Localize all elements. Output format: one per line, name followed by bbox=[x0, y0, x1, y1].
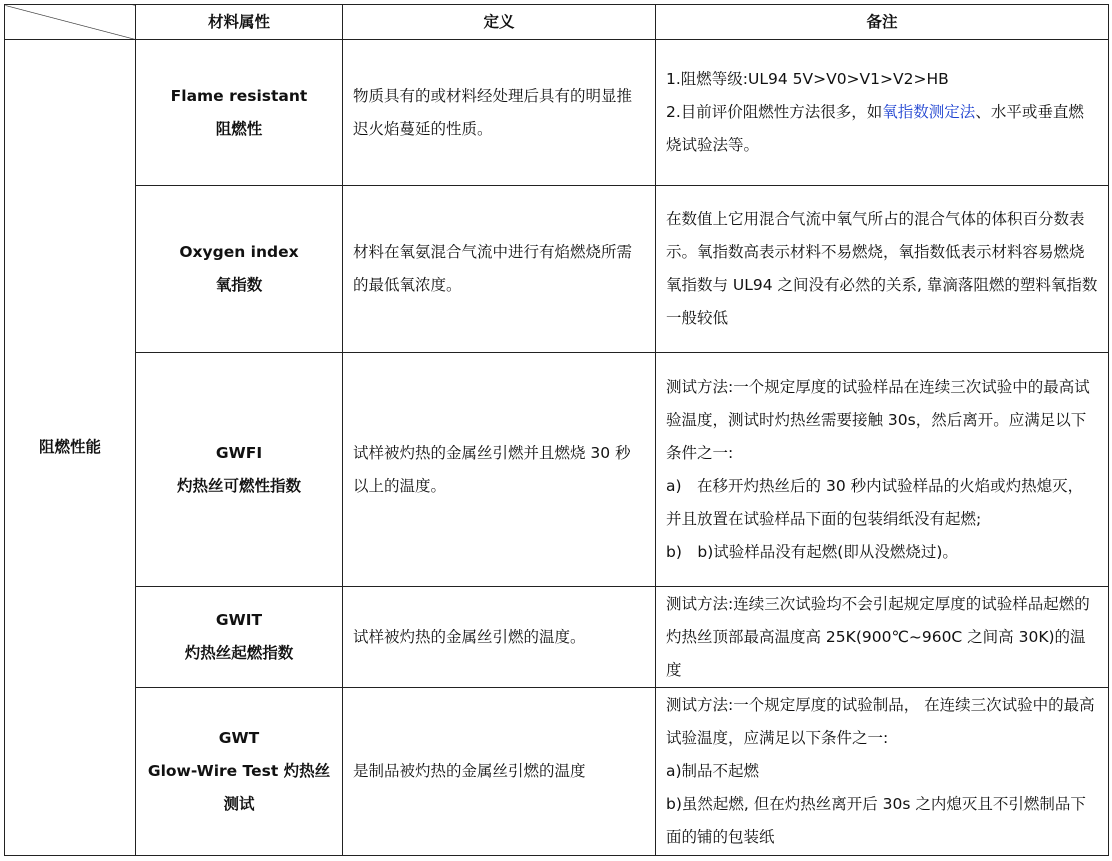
table-row bbox=[5, 353, 1109, 587]
remark-line: 氧指数与 UL94 之间没有必然的关系, 靠滴落阻燃的塑料氧指数一般较低 bbox=[666, 276, 1098, 327]
property-zh: 灼热丝起燃指数 bbox=[184, 644, 294, 662]
property-cell bbox=[136, 688, 343, 856]
category-cell: 阻燃性能 bbox=[5, 40, 136, 856]
material-properties-table bbox=[4, 4, 1109, 856]
header-remark: 备注 bbox=[656, 5, 1109, 40]
remark-line: a) 在移开灼热丝后的 30 秒内试验样品的火焰或灼热熄灭，并且放置在试验样品下面的包装绢纸没有起燃; bbox=[666, 476, 1084, 528]
remark-cell bbox=[656, 40, 1109, 186]
remark-text: 、水平或垂直燃烧试验法等。 bbox=[666, 103, 1084, 154]
definition-cell: 是制品被灼热的金属丝引燃的温度 bbox=[343, 688, 656, 856]
table-row bbox=[5, 40, 1109, 186]
remark-text: 2.目前评价阻燃性方法很多，如 bbox=[666, 103, 883, 121]
remark-cell bbox=[656, 186, 1109, 353]
header-row bbox=[5, 5, 1109, 40]
property-zh: 氧指数 bbox=[215, 276, 263, 294]
corner-diagonal-cell bbox=[5, 5, 136, 40]
property-en: Flame resistant bbox=[170, 86, 308, 105]
remark-cell bbox=[656, 587, 1109, 688]
table-row bbox=[5, 587, 1109, 688]
remark-cell bbox=[656, 353, 1109, 587]
definition-cell: 物质具有的或材料经处理后具有的明显推迟火焰蔓延的性质。 bbox=[343, 40, 656, 186]
oxygen-index-method-link[interactable]: 氧指数测定法 bbox=[882, 103, 976, 121]
property-en: GWIT bbox=[215, 611, 263, 629]
property-zh: 灼热丝可燃性指数 bbox=[176, 476, 301, 495]
remark-line: b)虽然起燃, 但在灼热丝离开后 30s 之内熄灭且不引燃制品下面的铺的包装纸 bbox=[666, 795, 1086, 846]
remark-line: b) b)试验样品没有起燃(即从没燃烧过)。 bbox=[666, 542, 958, 561]
remark-line: 测试方法:连续三次试验均不会引起规定厚度的试验样品起燃的灼热丝顶部最高温度高 25K(900℃~960C 之间高 30K)的温度 bbox=[666, 594, 1090, 679]
table-row bbox=[5, 186, 1109, 353]
property-en: GWFI bbox=[215, 443, 263, 462]
header-definition: 定义 bbox=[343, 5, 656, 40]
property-cell bbox=[136, 587, 343, 688]
property-en: GWT bbox=[218, 729, 260, 747]
remark-line: 在数值上它用混合气流中氧气所占的混合气体的体积百分数表示。氧指数高表示材料不易燃烧，氧指数低表示材料容易燃烧 bbox=[666, 210, 1085, 261]
property-cell bbox=[136, 186, 343, 353]
definition-cell: 试样被灼热的金属丝引燃的温度。 bbox=[343, 587, 656, 688]
remark-line bbox=[666, 96, 1098, 162]
remark-line: 1.阻燃等级:UL94 5V>V0>V1>V2>HB bbox=[666, 70, 949, 88]
property-zh: Glow-Wire Test 灼热丝测试 bbox=[147, 762, 331, 813]
remark-cell bbox=[656, 688, 1109, 856]
remark-line: 测试方法:一个规定厚度的试验制品， 在连续三次试验中的最高试验温度，应满足以下条件之一: bbox=[666, 696, 1095, 747]
property-cell bbox=[136, 40, 343, 186]
remark-line: a)制品不起燃 bbox=[666, 762, 760, 780]
property-zh: 阻燃性 bbox=[215, 119, 263, 138]
definition-cell: 材料在氧氨混合气流中进行有焰燃烧所需的最低氧浓度。 bbox=[343, 186, 656, 353]
remark-line: 测试方法:一个规定厚度的试验样品在连续三次试验中的最高试验温度，测试时灼热丝需要接触 30s，然后离开。应满足以下条件之一: bbox=[666, 377, 1090, 462]
property-cell bbox=[136, 353, 343, 587]
definition-cell: 试样被灼热的金属丝引燃并且燃烧 30 秒以上的温度。 bbox=[343, 353, 656, 587]
property-en: Oxygen index bbox=[179, 243, 299, 261]
table-row bbox=[5, 688, 1109, 856]
header-property: 材料属性 bbox=[136, 5, 343, 40]
